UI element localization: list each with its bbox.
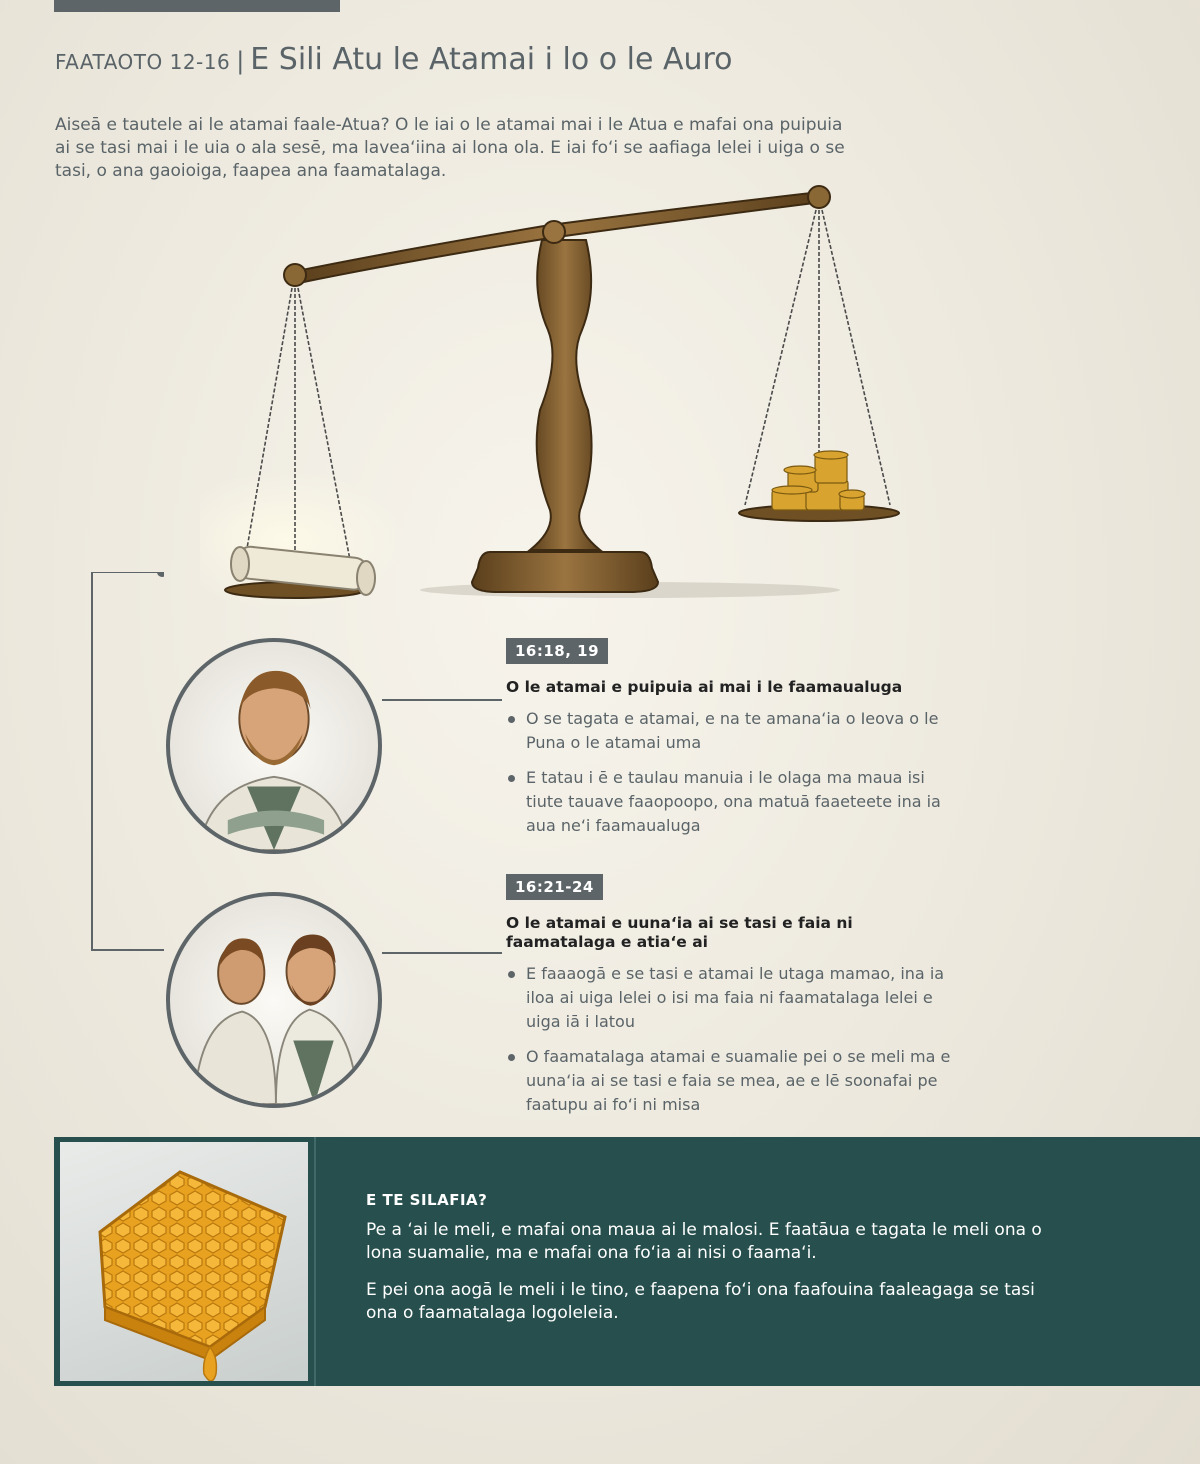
box-divider <box>314 1137 316 1386</box>
list-item: O se tagata e atamai, e na te amana‘ia o Ieova o le Puna o le atamai uma <box>506 707 966 755</box>
connector-lines <box>90 572 164 952</box>
page-title: E Sili Atu le Atamai i lo o le Auro <box>250 42 733 77</box>
box-paragraph: Pe a ‘ai le meli, e mafai ona maua ai le malosi. E faatāua e tagata le meli ona o lona suamalie, ma e mafai ona fo‘ia ai nisi o faama‘i. <box>366 1220 1042 1263</box>
point-list <box>506 707 966 838</box>
scripture-badge: 16:21-24 <box>506 874 603 900</box>
top-accent-bar <box>54 0 340 12</box>
list-item: E tatau i ē e taulau manuia i le olaga ma maua isi tiute tauave faaopoopo, ona matuā faaeteete ina ia aua ne‘i faamaualuga <box>506 766 966 838</box>
heading-separator: | <box>236 47 245 75</box>
pivot-knob <box>543 221 565 243</box>
connector-line-1 <box>382 699 502 701</box>
scripture-reference: FAATAOTO 12-16 <box>55 50 231 74</box>
balance-scale-illustration <box>200 180 920 610</box>
box-paragraph: E pei ona aogā le meli i le tino, e faapena fo‘i ona faafouina faaleagaga se tasi ona o faamatalaga logoleleia. <box>366 1280 1035 1323</box>
right-beam-end <box>808 186 830 208</box>
humble-man-icon <box>170 642 378 850</box>
box-title: E TE SILAFIA? <box>366 1191 488 1209</box>
intro-paragraph: Aiseā e tautele ai le atamai faale-Atua? O le iai o le atamai mai i le Atua e mafai ona puipuia ai se tasi mai i le uia o ala sesē, ma lavea‘iina ai lona ola. E iai fo‘i se aafiaga lelei i uiga o se tasi, o ana gaoioiga, faapea ana faamatalaga. <box>55 115 845 181</box>
portrait-humble-man <box>166 638 382 854</box>
connector-line-2 <box>382 952 502 954</box>
section-title: O le atamai e puipuia ai mai i le faamaualuga <box>506 678 903 696</box>
did-you-know-box <box>54 1137 1200 1386</box>
scale-pillar <box>530 240 600 550</box>
section-speech <box>506 874 966 1128</box>
portrait-two-men <box>166 892 382 1108</box>
gold-coins-icon <box>772 451 865 510</box>
scripture-badge: 16:18, 19 <box>506 638 608 664</box>
point-list <box>506 962 966 1117</box>
scale-base <box>472 552 658 592</box>
page-heading <box>55 42 733 77</box>
section-humility <box>506 638 966 849</box>
box-text <box>366 1191 1066 1325</box>
list-item: O faamatalaga atamai e suamalie pei o se meli ma e uuna‘ia ai se tasi e faia se mea, ae e lē soonafai pe faatupu ai fo‘i ni misa <box>506 1045 966 1117</box>
left-beam-end <box>284 264 306 286</box>
section-title: O le atamai e uuna‘ia ai se tasi e faia ni faamatalaga e atia‘e ai <box>506 914 853 951</box>
honeycomb-icon <box>60 1142 308 1381</box>
two-men-talking-icon <box>170 896 378 1104</box>
honeycomb-image <box>60 1142 308 1381</box>
list-item: E faaaogā e se tasi e atamai le utaga mamao, ina ia iloa ai uiga lelei o isi ma faia ni faamatalaga lelei e uiga iā i latou <box>506 962 966 1034</box>
